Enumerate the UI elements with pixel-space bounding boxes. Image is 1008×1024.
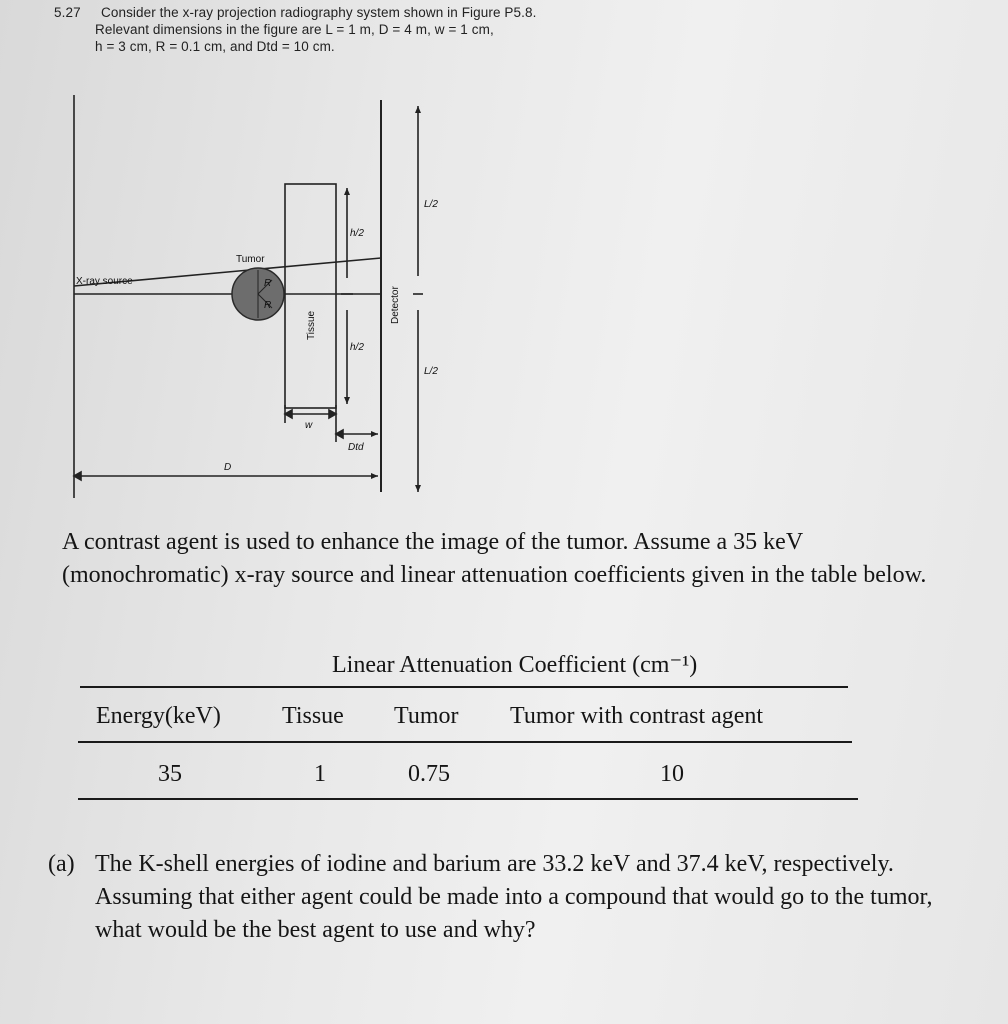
cell-energy: 35 [158,761,182,787]
problem-statement-line-2: Relevant dimensions in the figure are L = 1 m, D = 4 m, w = 1 cm, [95,22,494,37]
tissue-label: Tissue [306,310,317,340]
half-L-bottom-label: L/2 [424,366,438,377]
header-energy: Energy(keV) [96,703,221,729]
cell-tumor: 0.75 [408,761,450,787]
header-tumor: Tumor [394,703,459,729]
header-tumor-contrast: Tumor with contrast agent [510,703,764,729]
table-header-rule [78,741,852,743]
intro-paragraph: A contrast agent is used to enhance the image of the tumor. Assume a 35 keV (monochromatic) x-ray source and linear attenuation coefficients given in the table below. [62,529,927,588]
part-a-question: The K-shell energies of iodine and barium are 33.2 keV and 37.4 keV, respectively. Assuming that either agent could be made into a compound that would go to the tumor, what would be the best agent to use and why? [95,851,933,943]
problem-statement-line-1: Consider the x-ray projection radiography system shown in Figure P5.8. [101,5,537,20]
cell-tumor-contrast: 10 [660,761,684,787]
problem-number: 5.27 [54,5,81,20]
cell-tissue: 1 [314,761,326,787]
Dtd-label: Dtd [348,442,364,453]
tissue-slab [285,184,336,408]
half-L-top-label: L/2 [424,199,438,210]
radius-label-1: R [264,278,272,289]
table-caption: Linear Attenuation Coefficient (cm⁻¹) [332,652,698,678]
source-label: X-ray source [76,276,133,287]
detector-label: Detector [390,286,401,324]
D-label: D [224,462,232,473]
problem-statement-line-3: h = 3 cm, R = 0.1 cm, and Dtd = 10 cm. [95,39,335,54]
radius-label-2: R [264,300,272,311]
part-a-label: (a) [48,851,75,877]
header-tissue: Tissue [282,703,344,729]
w-label: w [305,420,313,431]
half-h-bottom-label: h/2 [350,342,364,353]
half-h-top-label: h/2 [350,228,364,239]
table-top-rule [80,686,848,688]
tumor-label: Tumor [236,254,265,265]
table-bottom-rule [78,798,858,800]
